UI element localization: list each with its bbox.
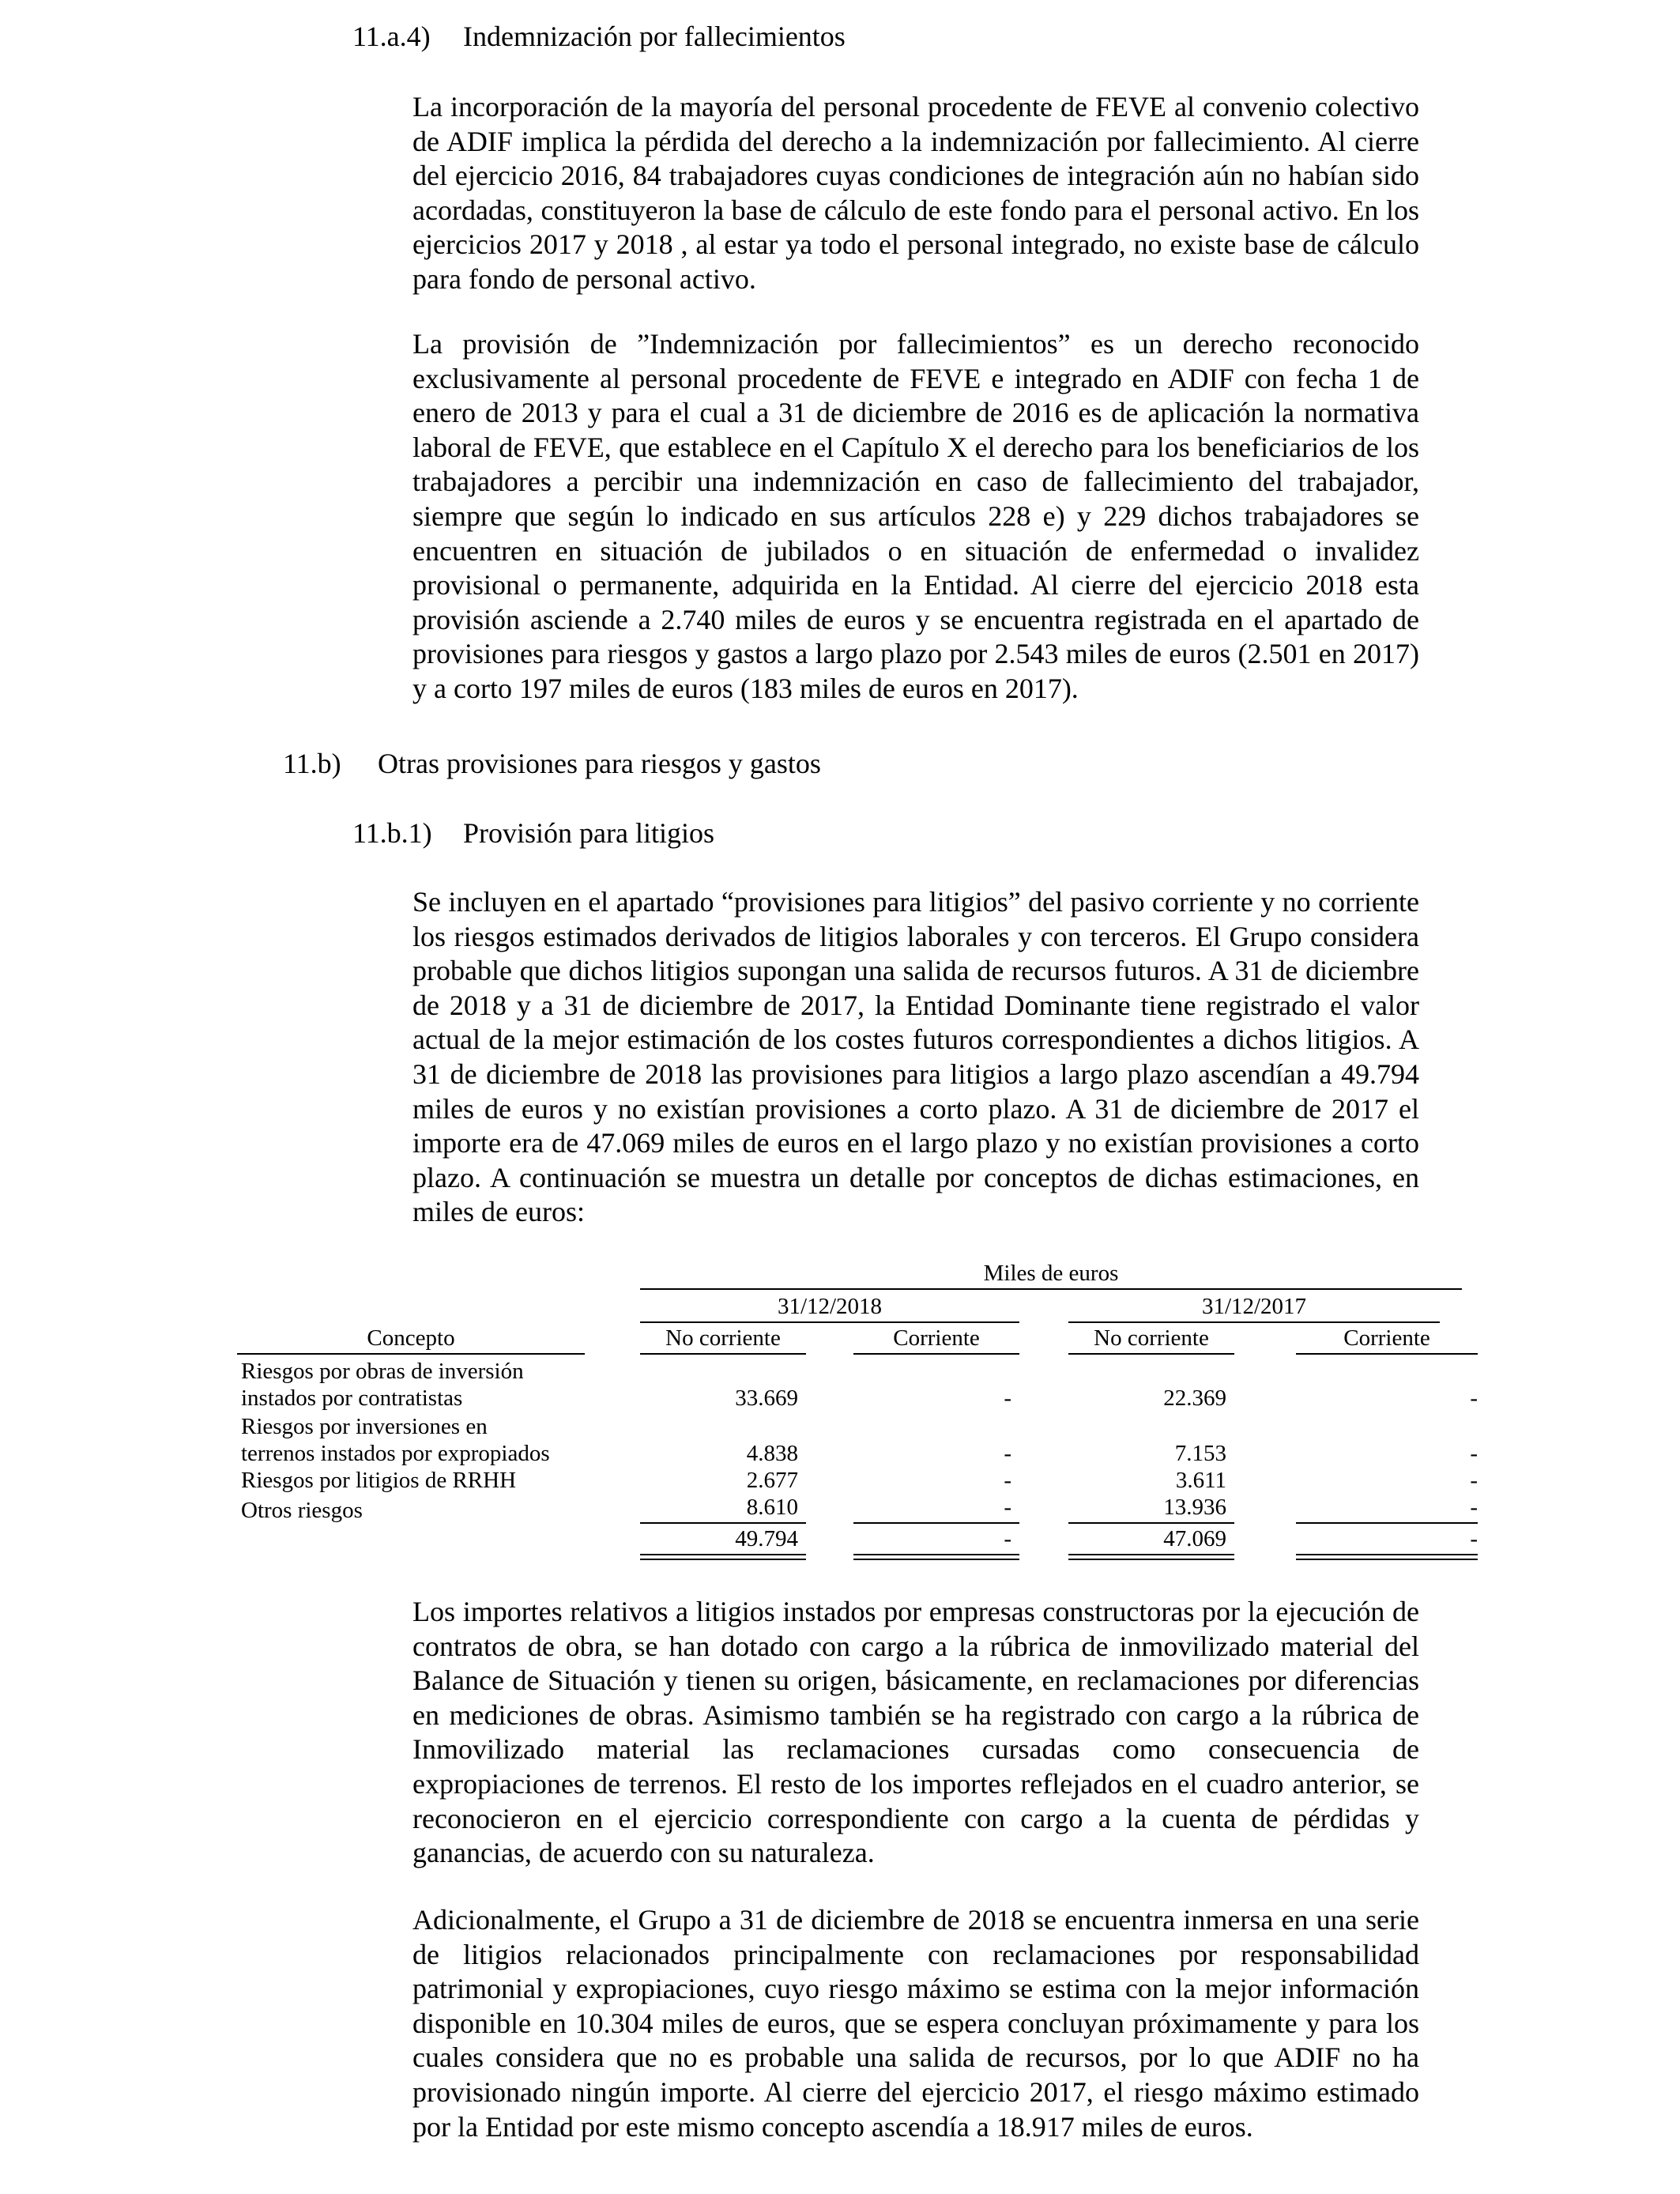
col-corriente-2017: Corriente <box>1343 1325 1430 1351</box>
divider <box>1068 1353 1234 1355</box>
section-number: 11.b) <box>283 748 341 779</box>
cell-nc2018: 33.669 <box>735 1385 798 1411</box>
divider <box>640 1353 806 1355</box>
cell-c2017: - <box>1470 1468 1478 1493</box>
row-concept: Riesgos por obras de inversión <box>241 1359 524 1384</box>
row-concept: Otros riesgos <box>241 1498 363 1523</box>
divider <box>640 1321 1019 1323</box>
row-concept: Riesgos por inversiones en <box>241 1414 488 1439</box>
cell-c2018: - <box>1004 1385 1011 1411</box>
section-title: Indemnización por fallecimientos <box>463 21 846 52</box>
cell-nc2018: 4.838 <box>746 1441 798 1466</box>
section-title: Provisión para litigios <box>463 817 714 849</box>
total-double-line <box>853 1554 1019 1555</box>
cell-c2018: - <box>1004 1441 1011 1466</box>
section-number: 11.a.4) <box>352 21 431 52</box>
total-double-line <box>640 1559 806 1560</box>
section-a4-heading <box>352 19 846 54</box>
total-double-line <box>853 1559 1019 1560</box>
total-double-line <box>1068 1559 1234 1560</box>
section-b1-heading <box>352 816 714 850</box>
paragraph: Adicionalmente, el Grupo a 31 de diciembre de 2018 se encuentra inmersa en una serie de litigios relacionados principalmente con reclamaciones por responsabilidad patrimonial y expropiaciones, cuyo riesgo máximo se estima con la mejor información disponible en 10.304 miles de euros, que se espera concluyan próximamente y para los cuales considera que no es probable una salida de recursos, por lo que ADIF no ha provisionado ningún importe. Al cierre del ejercicio 2017, el riesgo máximo estimado por la Entidad por este mismo concepto ascendía a 18.917 miles de euros. <box>412 1904 1419 2143</box>
cell-nc2017: 7.153 <box>1174 1441 1226 1466</box>
cell-c2018: - <box>1004 1468 1011 1493</box>
cell-c2017: - <box>1470 1385 1478 1411</box>
divider <box>853 1353 1019 1355</box>
total-nc2018: 49.794 <box>735 1526 798 1551</box>
divider <box>1068 1321 1440 1323</box>
paragraph: Se incluyen en el apartado “provisiones para litigios” del pasivo corriente y no corriente los riesgos estimados derivados de litigios laborales y con terceros. El Grupo considera probable que dichos litigios supongan una salida de recursos futuros. A 31 de diciembre de 2018 y a 31 de diciembre de 2017, la Entidad Dominante tiene registrado el valor actual de la mejor estimación de los costes futuros correspondientes a dichos litigios. A 31 de diciembre de 2018 las provisiones para litigios a largo plazo ascendían a 49.794 miles de euros y no existían provisiones a corto plazo. A 31 de diciembre de 2017 el importe era de 47.069 miles de euros en el largo plazo y no existían provisiones a corto plazo. A continuación se muestra un detalle por conceptos de dichas estimaciones, en miles de euros: <box>412 886 1419 1228</box>
section-number: 11.b.1) <box>352 817 432 849</box>
total-double-line <box>1296 1554 1478 1555</box>
cell-nc2017: 3.611 <box>1175 1468 1226 1493</box>
divider <box>1296 1353 1478 1355</box>
subtotal-line <box>853 1522 1019 1524</box>
total-double-line <box>1068 1554 1234 1555</box>
cell-nc2017: 22.369 <box>1163 1385 1226 1411</box>
col-no-corriente-2018: No corriente <box>665 1325 781 1351</box>
cell-c2017: - <box>1470 1495 1478 1520</box>
divider <box>640 1288 1462 1290</box>
concept-header: Concepto <box>367 1325 455 1351</box>
row-concept: terrenos instados por expropiados <box>241 1441 550 1466</box>
divider <box>237 1353 585 1355</box>
subtotal-line <box>1296 1522 1478 1524</box>
subtotal-line <box>640 1522 806 1524</box>
paragraph: La incorporación de la mayoría del personal procedente de FEVE al convenio colectivo de ADIF implica la pérdida del derecho a la indemnización por fallecimiento. Al cierre del ejercicio 2016, 84 trabajadores cuyas condiciones de integración aún no habían sido acordadas, constituyeron la base de cálculo de este fondo para el personal activo. En los ejercicios 2017 y 2018 , al estar ya todo el personal integrado, no existe base de cálculo para fondo de personal activo. <box>412 91 1419 295</box>
cell-c2017: - <box>1470 1441 1478 1466</box>
paragraph: Los importes relativos a litigios instados por empresas constructoras por la ejecución de contratos de obra, se han dotado con cargo a la rúbrica de inmovilizado material del Balance de Situación y tienen su origen, básicamente, en reclamaciones por diferencias en mediciones de obras. Asimismo también se ha registrado con cargo a la rúbrica de Inmovilizado material las reclamaciones cursadas como consecuencia de expropiaciones de terrenos. El resto de los importes reflejados en el cuadro anterior, se reconocieron en el ejercicio correspondiente con cargo a la cuenta de pérdidas y ganancias, de acuerdo con su naturaleza. <box>412 1596 1419 1869</box>
total-c2017: - <box>1470 1526 1478 1551</box>
period-2018-header: 31/12/2018 <box>777 1294 883 1319</box>
cell-c2018: - <box>1004 1495 1011 1520</box>
total-double-line <box>640 1554 806 1555</box>
paragraph: La provisión de ”Indemnización por fallecimientos” es un derecho reconocido exclusivamente al personal procedente de FEVE e integrado en ADIF con fecha 1 de enero de 2013 y para el cual a 31 de diciembre de 2016 es de aplicación la normativa laboral de FEVE, que establece en el Capítulo X el derecho para los beneficiarios de los trabajadores a percibir una indemnización en caso de fallecimiento del trabajador, siempre que según lo indicado en sus artículos 228 e) y 229 dichos trabajadores se encuentren en situación de jubilados o en situación de enfermedad o invalidez provisional o permanente, adquirida en la Entidad. Al cierre del ejercicio 2018 esta provisión asciende a 2.740 miles de euros y se encuentra registrada en el apartado de provisiones para riesgos y gastos a largo plazo por 2.543 miles de euros (2.501 en 2017) y a corto 197 miles de euros (183 miles de euros en 2017). <box>412 328 1419 704</box>
subtotal-line <box>1068 1522 1234 1524</box>
section-title: Otras provisiones para riesgos y gastos <box>378 748 821 779</box>
cell-nc2018: 8.610 <box>746 1495 798 1520</box>
col-corriente-2018: Corriente <box>893 1325 980 1351</box>
col-no-corriente-2017: No corriente <box>1094 1325 1209 1351</box>
units-header: Miles de euros <box>983 1261 1119 1286</box>
row-concept: Riesgos por litigios de RRHH <box>241 1468 517 1493</box>
period-2017-header: 31/12/2017 <box>1201 1294 1307 1319</box>
section-b-heading <box>283 746 821 781</box>
cell-nc2017: 13.936 <box>1163 1495 1226 1520</box>
total-nc2017: 47.069 <box>1163 1526 1226 1551</box>
total-double-line <box>1296 1559 1478 1560</box>
total-c2018: - <box>1004 1526 1011 1551</box>
row-concept: instados por contratistas <box>241 1385 463 1411</box>
cell-nc2018: 2.677 <box>746 1468 798 1493</box>
